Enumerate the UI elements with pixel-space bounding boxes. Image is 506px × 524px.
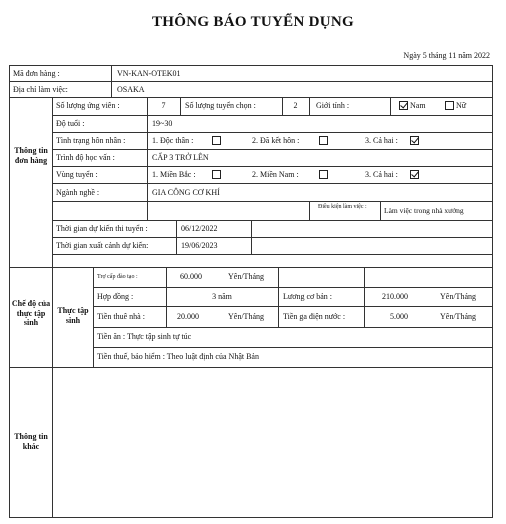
selected-label: Số lượng tuyển chọn :: [185, 101, 256, 110]
benefits-section-label: Chế độ của thực tập sinh: [11, 299, 51, 328]
gender-label: Giới tính :: [316, 101, 350, 110]
marital-married-checkbox[interactable]: [319, 136, 328, 145]
salary-value: 210.000: [382, 292, 408, 301]
allowance-label: Trợ cấp đào tạo :: [97, 274, 138, 280]
document-date: Ngày 5 tháng 11 năm 2022: [403, 51, 490, 60]
exam-date-label: Thời gian dự kiến thi tuyển :: [56, 224, 148, 233]
applicants-value: 7: [161, 101, 166, 110]
utilities-unit: Yên/Tháng: [440, 312, 476, 321]
other-info-section-label: Thông tin khác: [14, 432, 48, 451]
marital-option-married: 2. Đã kết hôn :: [252, 136, 300, 145]
age-value: 19~30: [152, 119, 173, 128]
workplace-value: OSAKA: [117, 85, 145, 94]
allowance-value: 60.000: [180, 272, 202, 281]
region-label: Vùng tuyển :: [56, 170, 98, 179]
gender-male-checkbox[interactable]: [399, 101, 408, 110]
departure-date-label: Thời gian xuất cảnh dự kiến:: [56, 241, 149, 250]
conditions-value: Làm việc trong nhà xưởng: [384, 206, 464, 215]
marital-option-both: 3. Cả hai :: [365, 136, 398, 145]
departure-date-value: 19/06/2023: [181, 241, 218, 250]
region-both-checkbox[interactable]: [410, 170, 419, 179]
marital-single-checkbox[interactable]: [212, 136, 221, 145]
contract-value: 3 năm: [212, 292, 232, 301]
region-north-checkbox[interactable]: [212, 170, 221, 179]
document-title: THÔNG BÁO TUYỂN DỤNG: [152, 14, 354, 30]
gender-female-label: Nữ: [456, 101, 467, 110]
applicants-label: Số lượng ứng viên :: [56, 101, 120, 110]
age-label: Độ tuổi :: [56, 119, 85, 128]
gender-male-label: Nam: [410, 101, 426, 110]
region-option-north: 1. Miền Bắc :: [152, 170, 196, 179]
exam-date-value: 06/12/2022: [181, 224, 218, 233]
region-option-south: 2. Miền Nam :: [252, 170, 299, 179]
workplace-label: Địa chỉ làm việc:: [13, 85, 68, 94]
selected-value: 2: [293, 101, 298, 110]
marital-both-checkbox[interactable]: [410, 136, 419, 145]
rent-value: 20.000: [177, 312, 199, 321]
marital-option-single: 1. Độc thân :: [152, 136, 194, 145]
education-label: Trình độ học vấn :: [56, 153, 115, 162]
meals-text: Tiền ăn : Thực tập sinh tự túc: [97, 332, 192, 341]
education-value: CẤP 3 TRỞ LÊN: [152, 153, 209, 162]
order-code-value: VN-KAN-OTEK01: [117, 69, 181, 78]
salary-label: Lương cơ bản :: [283, 292, 333, 301]
allowance-unit: Yên/Tháng: [228, 272, 264, 281]
order-info-section-label: Thông tin đơn hàng: [14, 146, 48, 165]
region-option-both: 3. Cả hai :: [365, 170, 398, 179]
region-south-checkbox[interactable]: [319, 170, 328, 179]
utilities-value: 5.000: [390, 312, 408, 321]
job-label: Ngành nghề :: [56, 188, 100, 197]
salary-unit: Yên/Tháng: [440, 292, 476, 301]
rent-label: Tiền thuê nhà :: [97, 312, 145, 321]
rent-unit: Yên/Tháng: [228, 312, 264, 321]
order-code-label: Mã đơn hàng :: [13, 69, 60, 78]
marital-label: Tình trạng hôn nhân :: [56, 136, 126, 145]
job-value: GIA CÔNG CƠ KHÍ: [152, 188, 220, 197]
gender-female-checkbox[interactable]: [445, 101, 454, 110]
utilities-label: Tiền ga điện nước :: [283, 312, 346, 321]
contract-label: Hợp đồng :: [97, 292, 134, 301]
tax-text: Tiền thuế, bảo hiểm : Theo luật định của Nhật Bản: [97, 352, 259, 361]
trainee-label: Thực tập sinh: [57, 306, 89, 325]
conditions-label: Điều kiện làm việc :: [318, 204, 367, 210]
